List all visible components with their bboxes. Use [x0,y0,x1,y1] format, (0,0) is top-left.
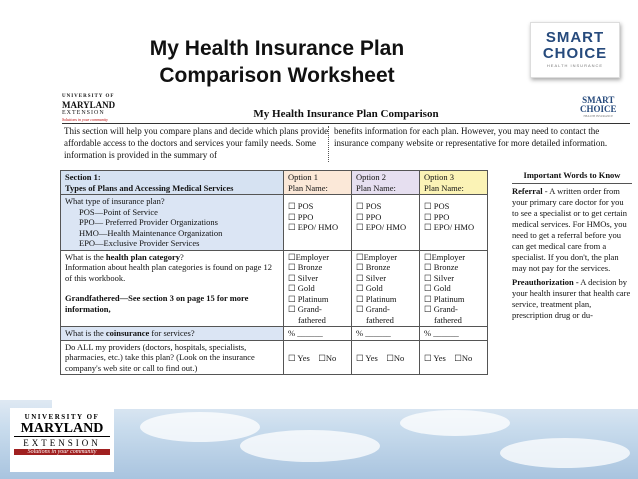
option1-header[interactable]: Option 1 Plan Name: [284,171,352,195]
option2-plan-type[interactable]: ☐ POS ☐ PPO ☐ EPO/ HMO [352,195,420,251]
intro-left-text: This section will help you compare plans and decide which plans provide affordable access to the doctors and services your family needs. Some information is provided in the summary of [64,126,329,160]
doc-umd-logo: UNIVERSITY OF MARYLAND EXTENSION Solutions in your community [62,94,116,122]
option2-coinsurance[interactable]: % ______ [352,327,420,341]
doc-title: My Health Insurance Plan Comparison [253,108,439,120]
table-row [61,250,488,327]
option3-plan-category[interactable]: ☐Employer ☐ Bronze ☐ Silver ☐ Gold ☐ Platinum ☐ Grand- fathered [420,250,488,327]
intro-right-text: benefits information for each plan. However, you may need to contact the insurance company website or representative for more detailed information. [334,126,608,148]
option3-plan-type[interactable]: ☐ POS ☐ PPO ☐ EPO/ HMO [420,195,488,251]
option2-header[interactable]: Option 2 Plan Name: [352,171,420,195]
option1-plan-type[interactable]: ☐ POS ☐ PPO ☐ EPO/ HMO [284,195,352,251]
option1-plan-category[interactable]: ☐Employer ☐ Bronze ☐ Silver ☐ Gold ☐ Platinum ☐ Grand- fathered [284,250,352,327]
table-row [61,340,488,375]
preauthorization-definition: Preauthorization - A decision by your health insurer that health care service, treatment plan, prescription drug or du- [512,277,631,320]
slide-title-line2: Comparison Worksheet [159,64,395,87]
option3-providers[interactable]: ☐ Yes ☐No [420,340,488,375]
doc-smart-choice-logo: SMART CHOICE HEALTH INSURANCE [580,95,617,118]
smart-choice-logo: SMART CHOICE HEALTH INSURANCE [530,22,620,78]
providers-question: Do ALL my providers (doctors, hospitals, specialists, pharmacies, etc.) take this plan? (Look on the insurance company's web site or call to find out.) [61,340,284,375]
slide-title-line1: My Health Insurance Plan [149,37,405,60]
option3-header[interactable]: Option 3 Plan Name: [420,171,488,195]
doc-rule [62,123,630,124]
option2-plan-category[interactable]: ☐Employer ☐ Bronze ☐ Silver ☐ Gold ☐ Platinum ☐ Grand- fathered [352,250,420,327]
option2-providers[interactable]: ☐ Yes ☐No [352,340,420,375]
plan-type-question: What type of insurance plan? POS—Point of Service PPO— Preferred Provider Organizations HMO—Health Maintenance Organization EPO—Exclusive Provider Services [61,195,284,251]
umd-extension-logo: UNIVERSITY OF MARYLAND EXTENSION Solutions in your community [10,408,114,472]
option3-coinsurance[interactable]: % ______ [420,327,488,341]
coinsurance-question: What is the coinsurance for services? [61,327,284,341]
worksheet-document [52,90,638,409]
table-header-row [61,171,488,195]
table-row [61,327,488,341]
important-words-sidebar [512,170,632,321]
referral-definition: Referral - A written order from your primary care doctor for you to see a specialist or to get certain medical services. For HMOs, you need to get a referral before you can get medical care from a specialist. If you don't, the plan may not pay for the services. [512,186,627,273]
section-header: Section 1: Types of Plans and Accessing Medical Services [61,171,284,195]
table-row [61,195,488,251]
important-words-title: Important Words to Know [512,170,632,184]
comparison-table [60,170,488,375]
slide-title [112,35,442,89]
plan-category-question: What is the health plan category? Information about health plan categories is found on page 12 of this workbook. Grandfathered—See section 3 on page 15 for more information, [61,250,284,327]
option1-providers[interactable]: ☐ Yes ☐No [284,340,352,375]
option1-coinsurance[interactable]: % ______ [284,327,352,341]
